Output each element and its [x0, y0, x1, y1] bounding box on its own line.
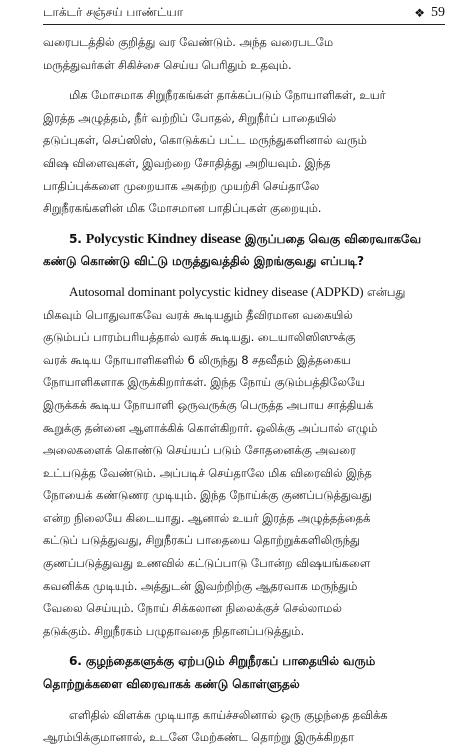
text-line: விஷ விளைவுகள், இவற்றை சோதித்து அறியவும். இந்த — [43, 155, 331, 170]
paragraph-4 — [43, 704, 445, 749]
heading-line — [43, 228, 445, 251]
heading-line: 6. குழந்தைகளுக்கு ஏற்படும் சிறுநீரகப் பாதையில் வரும் — [69, 654, 376, 669]
text-line: உட்படுத்த வேண்டும். அப்படிச் செய்தாலே மிக விரைவில் இந்த — [43, 465, 372, 480]
text-line: நோயாளிகளாக இருக்கிறார்கள். இந்த நோய் குடும்பத்திலேயே — [43, 375, 365, 390]
heading-number: 5. — [69, 231, 82, 246]
text-line: கவனிக்க முடியும். அத்துடன் இவற்றிற்கு ஆதரவாக மருந்தும் — [43, 578, 358, 593]
text-line: குடும்பப் பாரம்பரியத்தால் வரக் கூடியது. டையாலிஸிஸுக்கு — [43, 330, 356, 345]
page-number-group — [414, 5, 445, 21]
text-line: இருக்கக் கூடிய நோயாளி ஒருவருக்கு பெருத்த அபாய சாத்தியக் — [43, 397, 374, 412]
text-line: இரத்த அழுத்தம், நீர் வற்றிப் போதல், சிறுநீர்ப் பாதையில் — [43, 110, 337, 125]
page-number: 59 — [431, 5, 445, 20]
text-line: கூறுக்கு தன்னை ஆளாக்கிக் கொள்கிறார். ஒலிக்கு அப்பால் எழும் — [43, 420, 378, 435]
heading-text: இருப்பதை வெகு விரைவாகவே — [244, 231, 422, 246]
text-line: கட்டுப் படுத்துவது, சிறுநீரகப் பாதையை தொற்றுக்களிலிருந்து — [43, 533, 360, 548]
heading-latin-term: Polycystic Kindney disease — [85, 231, 241, 247]
text-span: என்பது — [363, 284, 406, 299]
text-line: நோயைக் கண்டுணர முடியும். இந்த நோய்க்கு குணப்படுத்துவது — [43, 488, 372, 503]
text-line: வரைபடத்தில் குறித்து வர வேண்டும். அந்த வரைபடமே — [43, 35, 334, 49]
text-line: மிகவும் பொதுவாகவே வரக் கூடியதும் தீவிரமான வகையில் — [43, 307, 353, 322]
latin-term: Autosomal dominant polycystic kidney disease (ADPKD) — [69, 283, 364, 299]
heading-line: தொற்றுக்களை விரைவாகக் கண்டு கொள்ளுதல் — [43, 677, 300, 692]
text-line: தடுக்கும். சிறுநீரகம் பழுதாவதை நிதானப்படுத்தும். — [43, 623, 304, 638]
text-line: தடுப்புகள், செப்ஸிஸ், கொடுக்கப் பட்ட மருந்துகளினால் வரும் — [43, 133, 367, 148]
text-line: எளிதில் விளக்க முடியாத காய்ச்சலினால் ஒரு குழந்தை தவிக்க — [69, 707, 388, 722]
text-line: சிறுநீரகங்களின் மிக மோசமான பாதிப்புகள் குறையும். — [43, 201, 322, 216]
heading-line: கண்டு கொண்டு விட்டு மருத்துவத்தில் இறங்குவது எப்படி? — [43, 254, 364, 269]
text-line: என்ற நிலையே கிடையாது. ஆனால் உயர் இரத்த அழுத்தத்தைக் — [43, 510, 371, 525]
running-header — [43, 0, 445, 25]
text-line: மருத்துவர்கள் சிகிச்சை செய்ய பெரிதும் உதவும். — [43, 57, 292, 72]
paragraph-3 — [43, 281, 445, 643]
text-line: ஆரம்பிக்குமானால், உடனே மேற்கண்ட தொற்று இருக்கிறதா — [43, 730, 355, 745]
paragraph-1 — [43, 31, 445, 76]
text-line: வரக் கூடிய நோயாளிகளில் 6 லிருந்து 8 சதவீதம் இத்தகைய — [43, 352, 351, 367]
page-body — [43, 25, 445, 749]
text-line: குணப்படுத்துவது உணவில் கட்டுப்பாடு போன்ற விஷயங்களை — [43, 556, 371, 571]
paragraph-2 — [43, 84, 445, 220]
text-line: அலைகளைக் கொண்டு செய்யப் படும் சோதனைக்கு அவரை — [43, 443, 356, 458]
text-line: பாதிப்புக்களை முறையாக அகற்ற முயற்சி செய்தாலே — [43, 178, 320, 193]
section-heading-5 — [43, 228, 445, 273]
section-heading-6 — [43, 650, 445, 695]
running-title: டாக்டர் சஞ்சய் பாண்ட்யா — [43, 5, 183, 19]
text-line: மிக மோசமாக சிறுநீரகங்கள் தாக்கப்படும் நோயாளிகள், உயர் — [69, 88, 386, 103]
text-line: வேலை செய்யும். நோய் சிக்கலான நிலைக்குச் செல்லாமல் — [43, 601, 342, 616]
ornament-icon: ❖ — [414, 5, 425, 20]
text-line — [43, 281, 445, 304]
